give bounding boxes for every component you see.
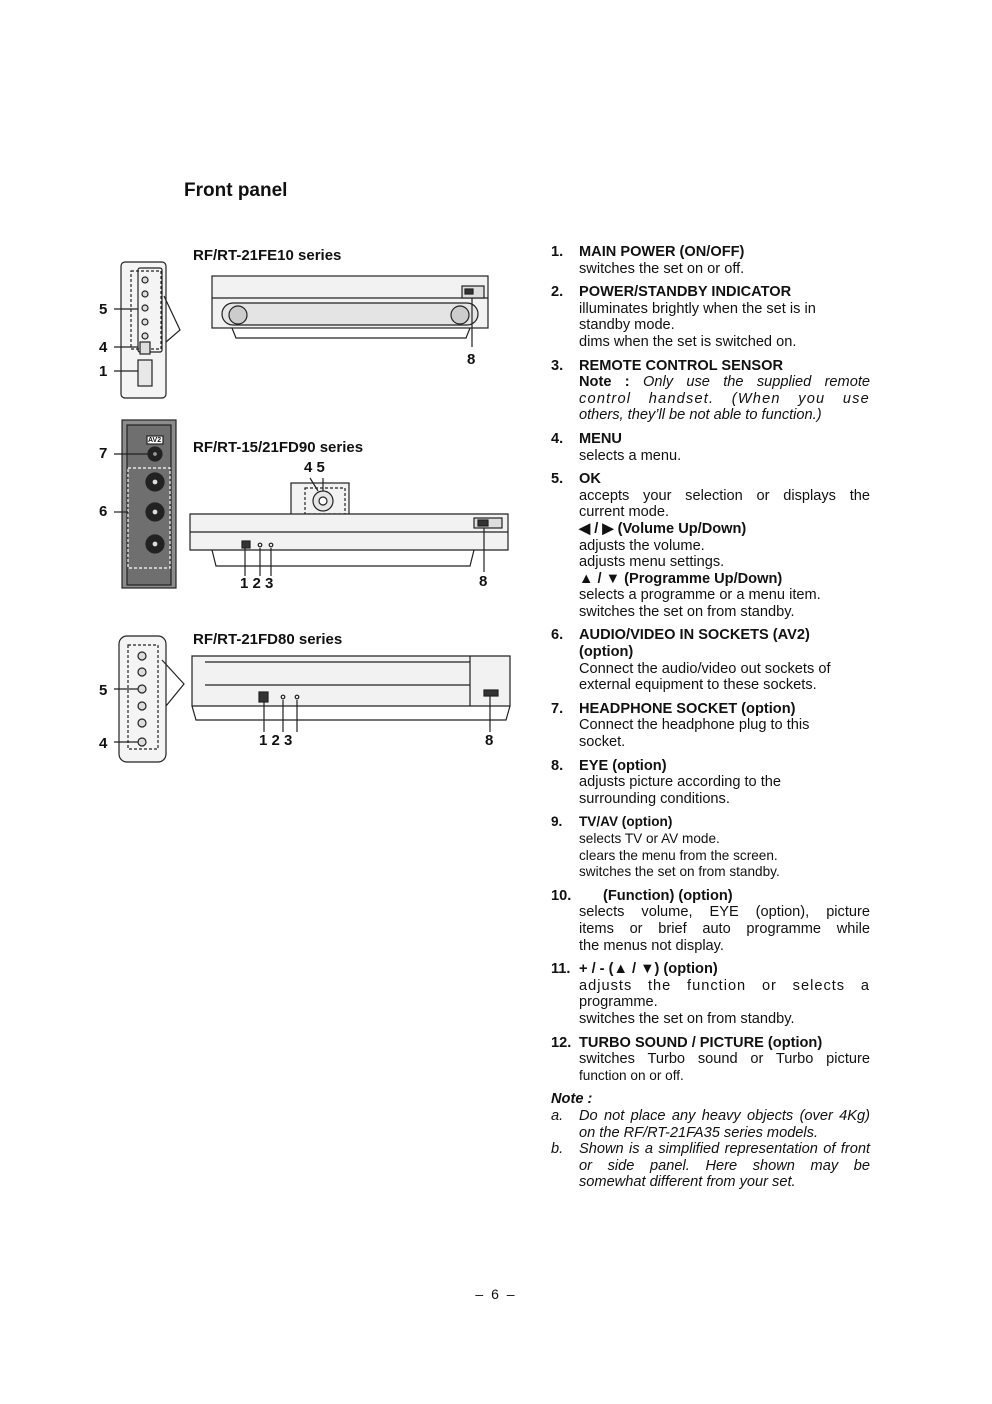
note-label: a. [551,1107,564,1124]
feature-item [551,1035,870,1085]
callout-label: 4 5 [304,459,325,476]
item-title: TURBO SOUND / PICTURE (option) [579,1034,823,1051]
item-text: illuminates brightly when the set is in [579,300,816,317]
notes-section [551,1091,870,1191]
note-text: control handset. (When you use [579,390,870,407]
note-item [551,1141,870,1191]
item-text: selects a menu. [579,447,682,464]
item-title: (option) [579,644,634,661]
fe10-tv-front [212,276,488,347]
callout-label: 8 [485,732,494,749]
av2-label: AV2 [148,437,162,444]
callout-label: 7 [99,445,108,462]
item-text: adjusts the function or selects a [579,977,870,994]
item-number: 3. [551,357,564,374]
item-text: selects a programme or a menu item. [579,587,821,604]
feature-item [551,471,870,620]
item-subtitle: ▲ / ▼ (Programme Up/Down) [579,570,783,587]
item-text: adjusts picture according to the [579,774,781,791]
front-panel-illustrations [0,0,520,780]
item-note [579,374,870,391]
item-text: items or brief auto programme while [579,920,870,937]
callout-label: 8 [467,351,476,368]
callout-label: 6 [99,503,108,520]
feature-item [551,888,870,954]
item-text: selects TV or AV mode. [579,831,720,846]
item-number: 10. [551,887,572,904]
note-text: others, they’ll be not able to function.) [579,407,822,424]
feature-item [551,758,870,808]
item-text: selects volume, EYE (option), picture [579,904,870,921]
item-title: HEADPHONE SOCKET (option) [579,700,796,717]
page-title: Front panel [184,180,288,201]
item-number: 8. [551,757,564,774]
item-number: 9. [551,814,563,830]
item-text: external equipment to these sockets. [579,677,817,694]
series-title-fe10: RF/RT-21FE10 series [193,247,342,264]
callout-label: 5 [99,682,108,699]
item-text: adjusts the volume. [579,537,705,554]
item-title: (Function) (option) [603,887,733,904]
item-title: REMOTE CONTROL SENSOR [579,357,784,374]
feature-item [551,358,870,424]
callout-label: 8 [479,573,488,590]
item-number: 7. [551,700,564,717]
feature-item [551,431,870,464]
fe10-side-panel [114,262,180,398]
item-title: MAIN POWER (ON/OFF) [579,244,745,260]
page-number: – 6 – [475,1286,517,1302]
feature-item [551,244,870,277]
item-title: AUDIO/VIDEO IN SOCKETS (AV2) [579,627,810,644]
series-title-fd80: RF/RT-21FD80 series [193,631,343,648]
item-text: adjusts menu settings. [579,554,725,571]
item-number: 2. [551,284,564,301]
fd90-side-panel [114,420,176,588]
feature-item [551,701,870,751]
series-title-fd90: RF/RT-15/21FD90 series [193,439,364,456]
item-title: TV/AV (option) [579,814,673,830]
item-title: OK [579,471,601,488]
feature-item [551,814,870,880]
item-number: 5. [551,471,564,488]
notes-heading: Note : [551,1091,593,1108]
fd80-tv-front [192,656,510,732]
item-number: 1. [551,244,564,260]
callout-label: 4 [99,735,108,752]
note-label: b. [551,1141,564,1158]
item-text: current mode. [579,504,670,521]
note-item [551,1108,870,1141]
item-text: switches the set on from standby. [579,603,795,620]
fd80-side-panel [114,636,184,762]
item-text: dims when the set is switched on. [579,333,797,350]
item-text: accepts your selection or displays the [579,487,870,504]
item-text: switches the set on or off. [579,260,745,277]
item-text: switches Turbo sound or Turbo picture [579,1051,870,1068]
callout-label: 1 2 3 [259,732,293,749]
item-text: switches the set on from standby. [579,864,780,880]
feature-item [551,284,870,350]
item-text: standby mode. [579,317,675,334]
fd90-tv-front [190,478,508,576]
note-label: Note : [579,374,630,391]
item-title: POWER/STANDBY INDICATOR [579,284,792,301]
item-number: 4. [551,430,564,447]
item-title: + / - (▲ / ▼) (option) [579,961,718,978]
note-text: Only use the supplied remote [643,374,870,391]
item-number: 11. [551,961,571,978]
feature-list [551,244,870,1191]
item-text: switches the set on from standby. [579,1010,795,1027]
callout-label: 5 [99,301,108,318]
item-title: EYE (option) [579,757,667,774]
item-text: Connect the audio/video out sockets of [579,660,831,677]
item-number: 6. [551,627,564,644]
item-number: 12. [551,1034,572,1051]
item-text: programme. [579,994,658,1011]
feature-item [551,627,870,693]
item-text: surrounding conditions. [579,790,730,807]
note-text: Shown is a simplified representation of front or side panel. Here shown may be somewhat different from your set. [579,1141,870,1191]
note-text: Do not place any heavy objects (over 4Kg) on the RF/RT-21FA35 series models. [579,1107,870,1141]
item-subtitle: ◀ / ▶ (Volume Up/Down) [579,520,747,537]
item-text: clears the menu from the screen. [579,847,778,863]
callout-label: 4 [99,339,108,356]
item-text: function on or off. [579,1067,684,1083]
item-text: socket. [579,734,626,751]
item-text: Connect the headphone plug to this [579,717,810,734]
callout-label: 1 [99,363,108,380]
feature-item [551,961,870,1027]
item-title: MENU [579,430,622,447]
callout-label: 1 2 3 [240,575,274,592]
item-text: the menus not display. [579,937,724,954]
